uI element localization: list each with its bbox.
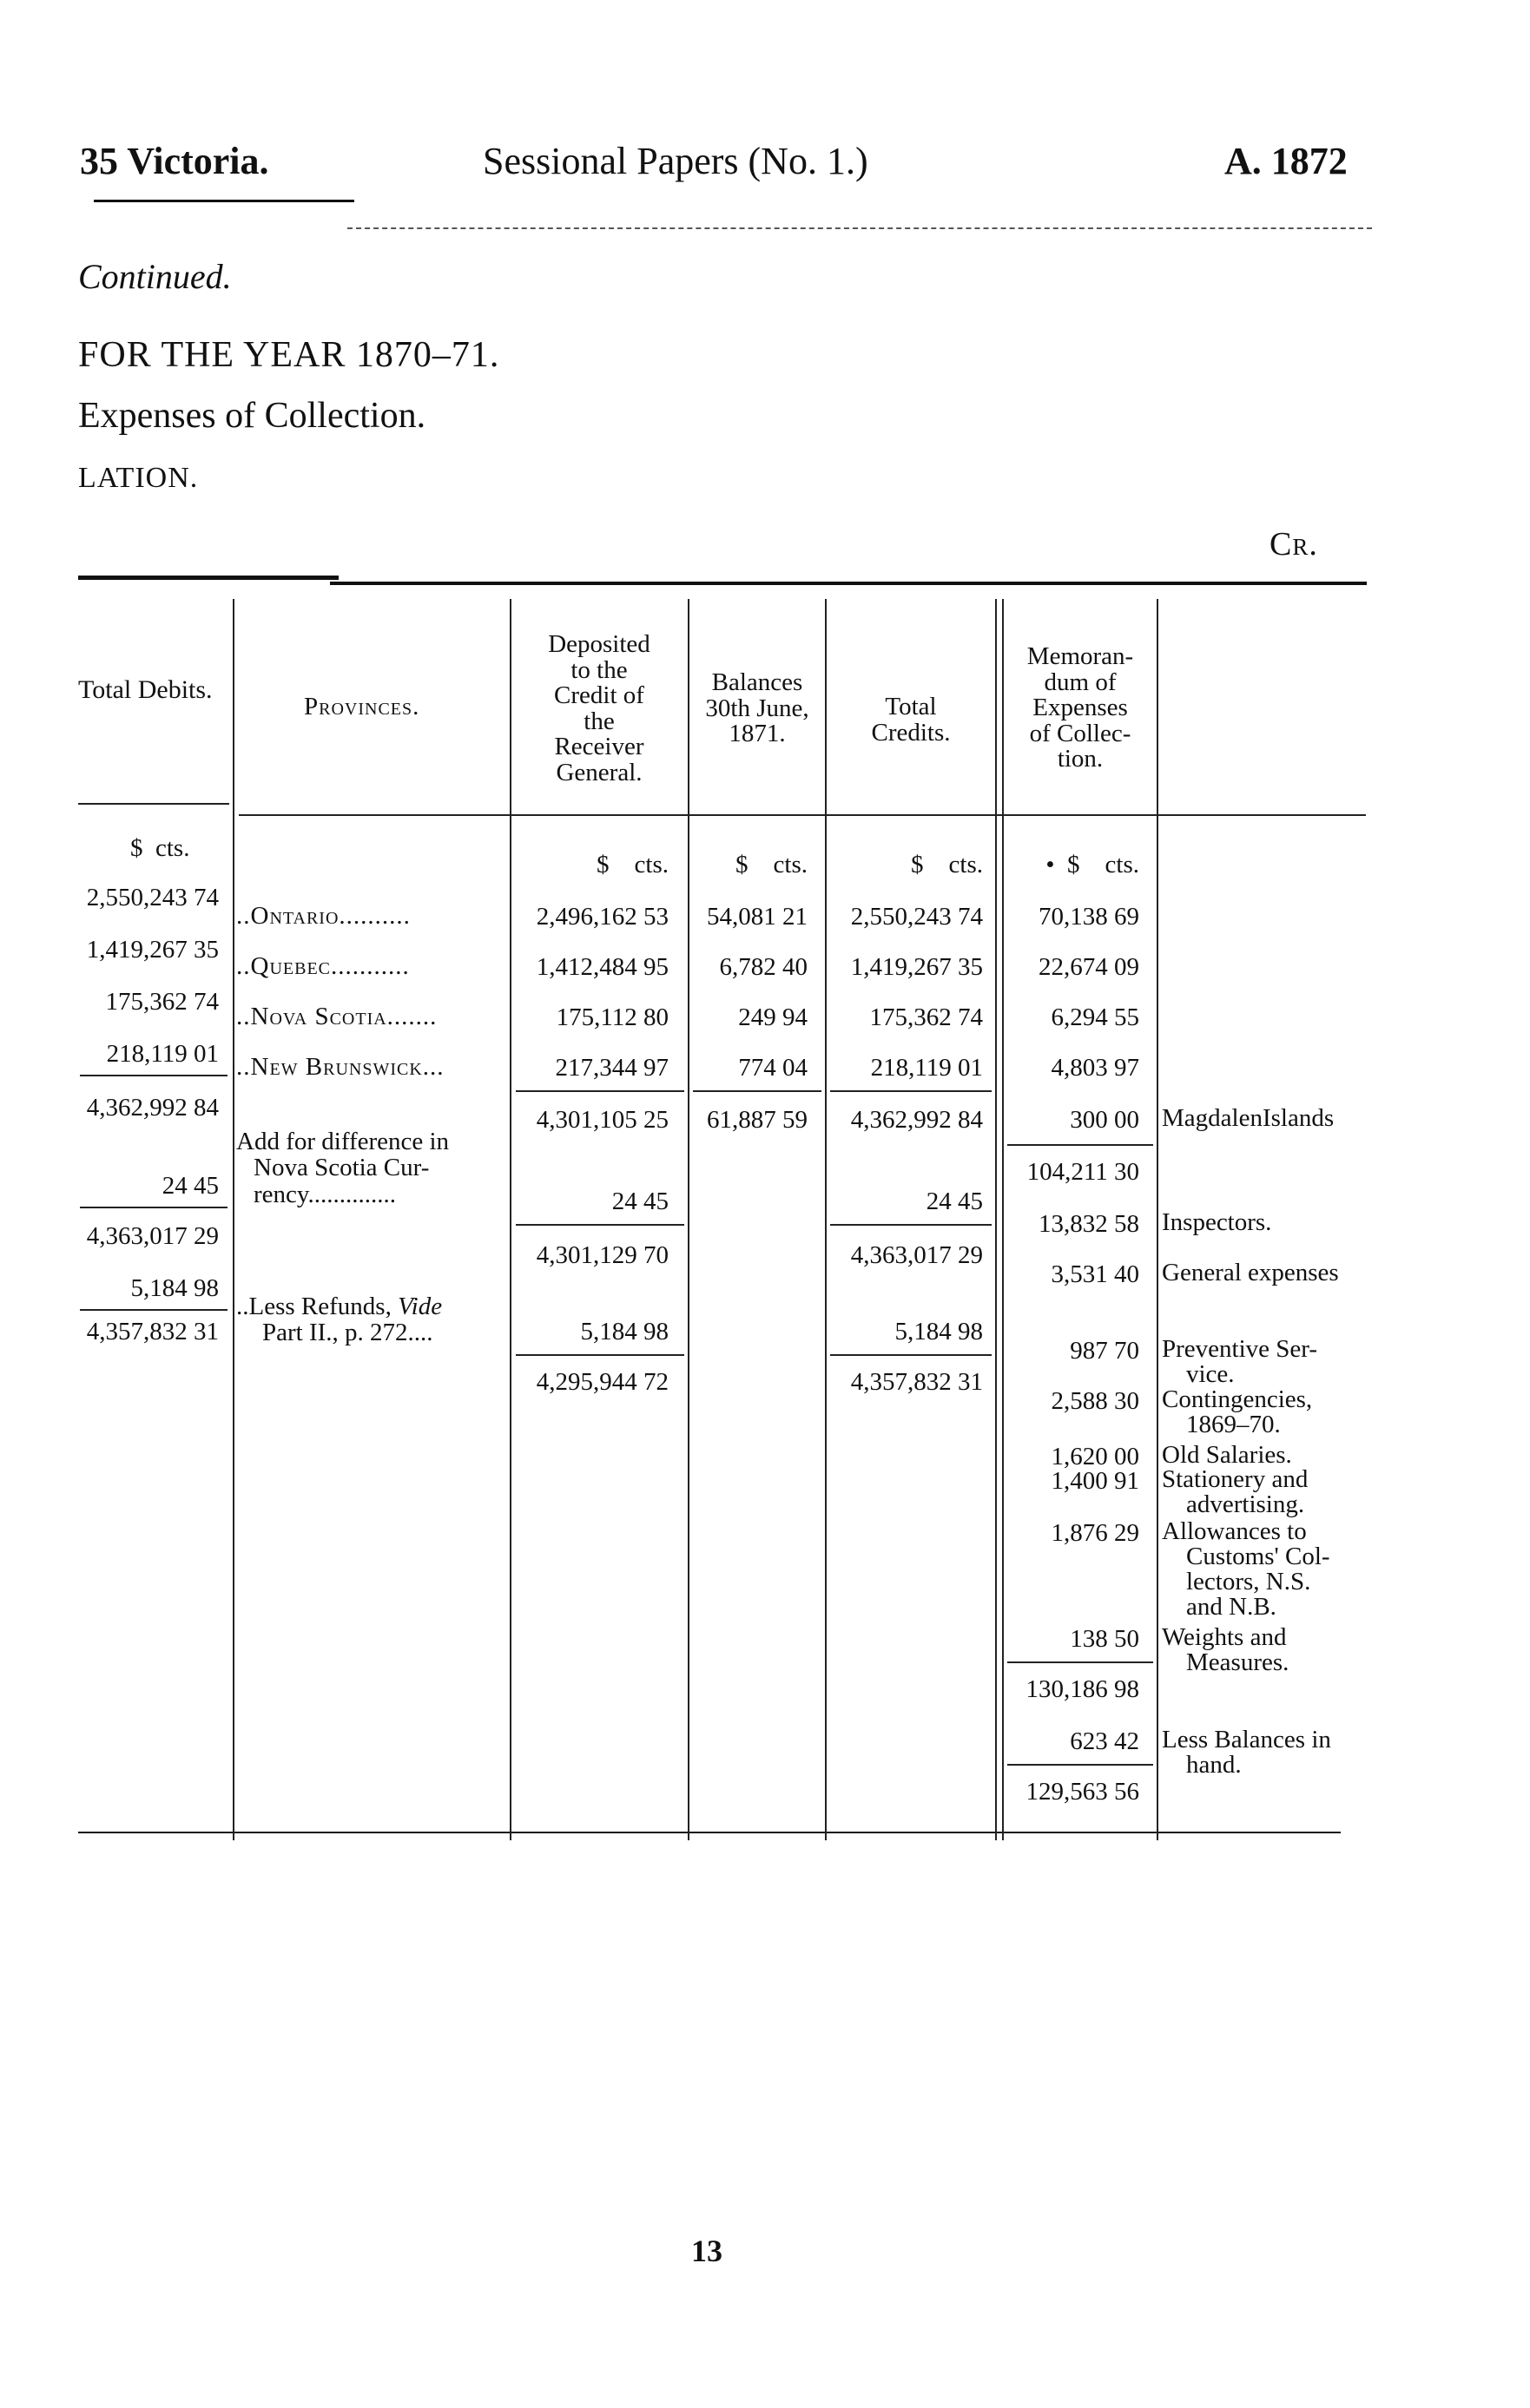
credits-add-rule <box>830 1224 992 1226</box>
memo-unit: • $ cts. <box>1045 851 1139 878</box>
header-underline-body <box>239 814 1366 816</box>
province-new-brunswick: ..New Brunswick... <box>236 1053 445 1081</box>
table-cell: 1,400 91 <box>1051 1467 1139 1495</box>
table-cell: 2,496,162 53 <box>536 903 669 931</box>
col-head-total-credits: Total Credits. <box>871 693 951 747</box>
table-cell: 54,081 21 <box>707 903 808 931</box>
table-cell: 3,531 40 <box>1051 1260 1139 1288</box>
province-ontario: ..Ontario.......... <box>236 902 411 930</box>
debits-less-rule <box>80 1309 228 1311</box>
less-refunds-note: ..Less Refunds, Vide Part II., p. 272.... <box>236 1293 443 1347</box>
col-divider-5a <box>995 599 997 1840</box>
table-cell: 4,301,129 70 <box>536 1241 669 1269</box>
balances-unit: $ cts. <box>735 851 808 878</box>
table-cell: 130,186 98 <box>1025 1675 1139 1703</box>
memo-note-allowances: Allowances to Customs' Col- lectors, N.S. and N.B. <box>1162 1517 1330 1621</box>
table-cell: 4,357,832 31 <box>850 1368 983 1396</box>
table-cell: 300 00 <box>1070 1106 1139 1134</box>
table-cell: 104,211 30 <box>1026 1158 1139 1186</box>
table-cell: 4,363,017 29 <box>86 1222 219 1250</box>
debits-unit: $ cts. <box>130 834 190 862</box>
page-number: 13 <box>691 2234 722 2268</box>
memo-note-contingencies: Contingencies, 1869–70. <box>1162 1385 1313 1438</box>
table-cell: 217,344 97 <box>555 1054 669 1082</box>
table-cell: 70,138 69 <box>1039 903 1139 931</box>
province-nova-scotia: ..Nova Scotia....... <box>236 1003 438 1030</box>
col-divider-3 <box>688 599 689 1840</box>
table-cell: 4,363,017 29 <box>850 1241 983 1269</box>
table-cell: 61,887 59 <box>707 1106 808 1134</box>
memo-note-inspectors: Inspectors. <box>1162 1208 1272 1236</box>
credits-subtotal-rule <box>830 1090 992 1092</box>
table-cell: 2,550,243 74 <box>850 903 983 931</box>
year-heading: FOR THE YEAR 1870–71. <box>78 335 500 375</box>
table-cell: 175,362 74 <box>105 988 219 1016</box>
table-cell: 249 94 <box>738 1003 808 1031</box>
memo-subtotal-rule <box>1007 1144 1153 1146</box>
table-cell: 4,295,944 72 <box>536 1368 669 1396</box>
table-cell: 4,301,105 25 <box>536 1106 669 1134</box>
header-underline-debits <box>78 803 229 805</box>
table-cell: 774 04 <box>738 1054 808 1082</box>
debits-add-rule <box>80 1207 228 1208</box>
table-cell: 24 45 <box>611 1188 669 1215</box>
table-cell: 24 45 <box>926 1188 983 1215</box>
table-cell: 1,620 00 <box>1051 1443 1139 1470</box>
table-cell: 4,362,992 84 <box>86 1094 219 1122</box>
memo-note-old-salaries: Old Salaries. <box>1162 1441 1292 1469</box>
cr-label: Cr. <box>1270 526 1318 563</box>
table-top-rule-heavy <box>78 576 339 580</box>
lation-heading: LATION. <box>78 462 199 494</box>
table-cell: 24 45 <box>162 1172 219 1200</box>
table-cell: 5,184 98 <box>894 1318 983 1345</box>
col-divider-6 <box>1157 599 1158 1840</box>
deposited-add-rule <box>516 1224 684 1226</box>
memo-note-less-balances: Less Balances in hand. <box>1162 1726 1331 1779</box>
table-cell: 6,294 55 <box>1051 1003 1139 1031</box>
deposited-less-rule <box>516 1354 684 1356</box>
table-bottom-rule <box>78 1832 1341 1833</box>
header-rule <box>94 200 354 202</box>
credits-unit: $ cts. <box>911 851 983 878</box>
table-cell: 175,112 80 <box>556 1003 669 1031</box>
debits-subtotal-rule <box>80 1075 228 1076</box>
table-cell: 1,876 29 <box>1051 1519 1139 1547</box>
table-cell: 5,184 98 <box>580 1318 669 1345</box>
continued-label: Continued. <box>78 257 232 296</box>
table-cell: 5,184 98 <box>130 1274 219 1302</box>
table-cell: 218,119 01 <box>106 1040 219 1068</box>
add-difference-note: Add for difference in Nova Scotia Cur- rency.............. <box>236 1128 450 1208</box>
memo-total-rule <box>1007 1661 1153 1663</box>
table-cell: 4,357,832 31 <box>86 1318 219 1345</box>
province-quebec: ..Quebec........... <box>236 952 410 980</box>
col-divider-1 <box>233 599 234 1840</box>
year-code: A. 1872 <box>1224 140 1348 182</box>
table-cell: 1,419,267 35 <box>850 953 983 981</box>
table-cell: 2,588 30 <box>1051 1387 1139 1415</box>
memo-net-rule <box>1007 1764 1153 1766</box>
table-cell: 4,803 97 <box>1051 1054 1139 1082</box>
col-head-provinces: Provinces. <box>304 693 420 720</box>
table-cell: 6,782 40 <box>719 953 808 981</box>
col-divider-4 <box>825 599 827 1840</box>
header-dashed-rule <box>347 227 1372 229</box>
col-head-total-debits: Total Debits. <box>78 675 213 704</box>
table-cell: 129,563 56 <box>1025 1778 1139 1806</box>
balances-subtotal-rule <box>693 1090 821 1092</box>
table-cell: 2,550,243 74 <box>86 884 219 911</box>
table-cell: 1,412,484 95 <box>536 953 669 981</box>
table-cell: 1,419,267 35 <box>86 936 219 964</box>
deposited-subtotal-rule <box>516 1090 684 1092</box>
table-cell: 13,832 58 <box>1039 1210 1139 1238</box>
memo-note-magdalen: MagdalenIslands <box>1162 1104 1335 1132</box>
memo-note-stationery: Stationery and advertising. <box>1162 1465 1309 1518</box>
expenses-heading: Expenses of Collection. <box>78 396 426 436</box>
table-cell: 175,362 74 <box>869 1003 983 1031</box>
col-head-memorandum: Memoran- dum of Expenses of Collec- tion. <box>1026 642 1134 773</box>
col-head-deposited: Deposited to the Credit of the Receiver General. <box>548 630 650 786</box>
table-cell: 987 70 <box>1070 1337 1139 1365</box>
credits-less-rule <box>830 1354 992 1356</box>
table-cell: 623 42 <box>1070 1727 1139 1755</box>
table-top-rule <box>330 582 1367 585</box>
memo-note-weights: Weights and Measures. <box>1162 1623 1289 1676</box>
session-label: 35 Victoria. <box>80 140 269 182</box>
table-cell: 4,362,992 84 <box>850 1106 983 1134</box>
memo-note-preventive: Preventive Ser- vice. <box>1162 1335 1317 1388</box>
deposited-unit: $ cts. <box>597 851 669 878</box>
col-head-balances: Balances 30th June, 1871. <box>705 668 809 748</box>
memo-note-general: General expenses <box>1162 1259 1339 1286</box>
table-cell: 22,674 09 <box>1039 953 1139 981</box>
col-divider-2 <box>510 599 511 1840</box>
sessional-papers-title: Sessional Papers (No. 1.) <box>483 140 868 182</box>
table-cell: 138 50 <box>1070 1625 1139 1653</box>
table-cell: 218,119 01 <box>870 1054 983 1082</box>
col-divider-5b <box>1002 599 1004 1840</box>
